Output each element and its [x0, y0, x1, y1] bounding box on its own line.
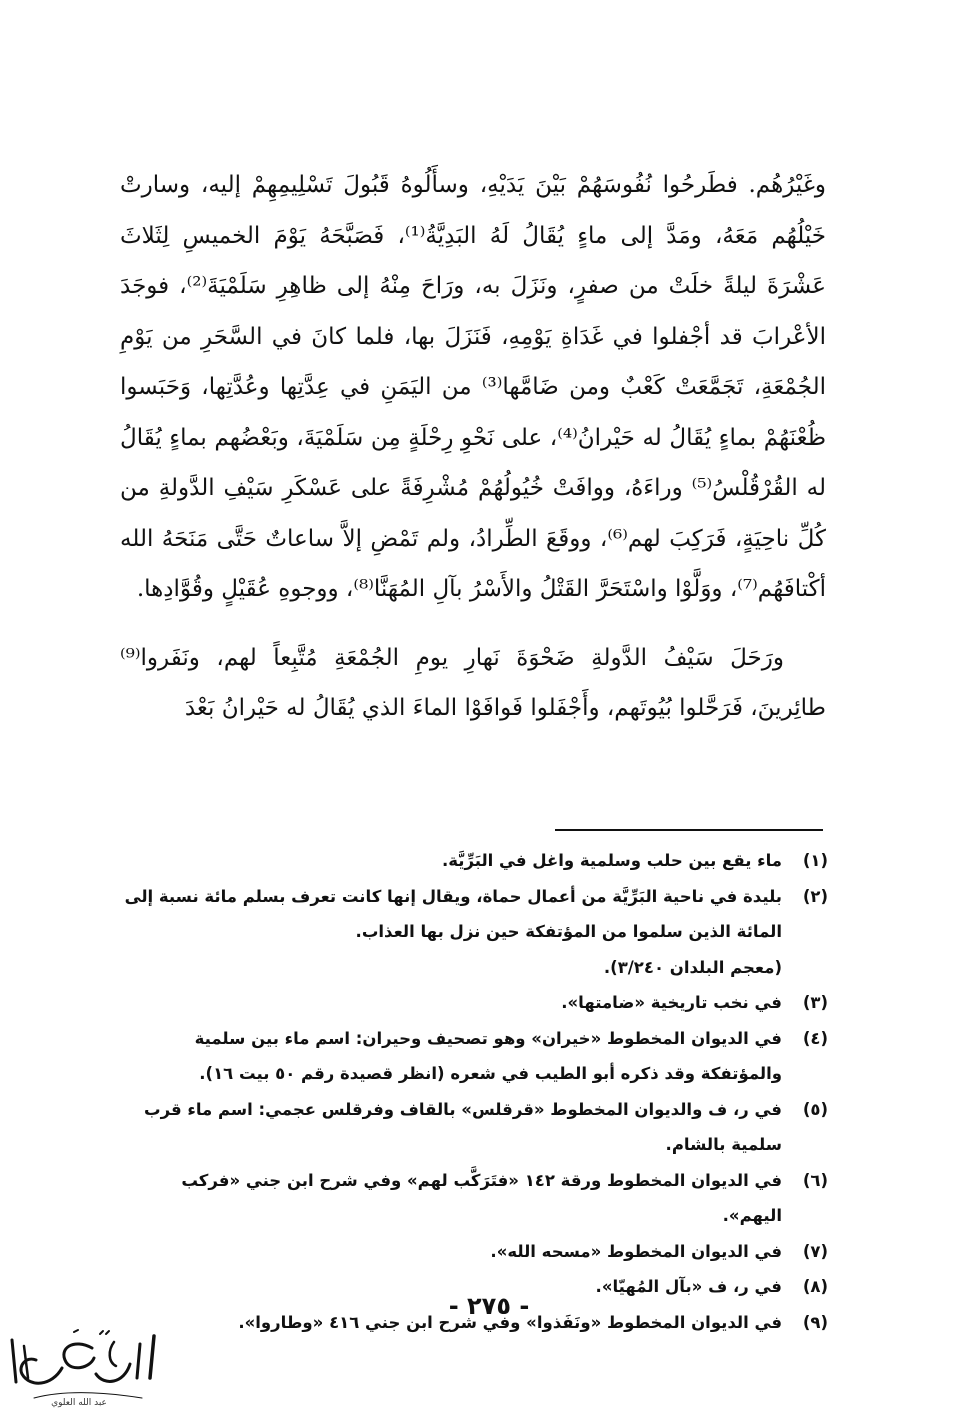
paragraph: وغَيْرُهُم. فطَرحُوا نُفُوسَهُمْ بَيْنَ يَدَيْهِ، وسأَلُوهُ قَبُولَ تَسْلِيمِهِمْ إليه، وسارتْ خَيْلُهُم مَعَهُ، ومَدَّ إلى ماءٍ يُقَالُ لَهُ البَدِيَّةُ⁽¹⁾، فَصَبَّحَهُ يَوْمَ الخميسِ لِثَلاثَ عَشْرَةَ ليلةً خلَتْ من صفرٍ، ونَزَلَ به، ورَاحَ مِنْهُ إلى ظاهِرِ سَلَمْيَةَ⁽²⁾، فوجَدَ الأعْرابَ قد أجْفلوا في غَدَاةِ يَوْمِهِ، فَنَزَلَ بها، فلما كانَ في السَّحَرِ من يَوْمِ الجُمْعَةِ، تَجَمَّعَتْ كَعْبٌ ومن ضَامَّها⁽³⁾ من اليَمَنِ في عِدَّتِها وعُدَّتِها، وَحَبَسوا ظُعْنَهُمْ بماءٍ يُقَالُ له حَيْرانُ⁽⁴⁾، على نَحْوِ رِحْلَةٍ مِن سَلَمْيَةَ، وبَعْضُهم بماءٍ يُقَالُ له القُرْقُلْسُ⁽⁵⁾ وراءَهُ، ووافَتْ خُيُولُهُمْ مُشْرِفَةً على عَسْكَرِ سَيْفِ الدَّولةِ من كُلِّ ناحِيَةٍ، فَرَكِبَ لهم⁽⁶⁾، ووقَعَ الطِّرادُ، ولم تَمْضِ إلاَّ ساعاتٌ حَتَّى مَنَحَهُ الله أكْتافَهُم⁽⁷⁾، ووَلَّوْا واسْتَحَرَّ القَتْلُ والأَسْرُ بآلِ المُهَنَّا⁽⁸⁾، ووجوهِ عُقَيْلٍ وقُوَّادِها.	[120, 172, 827, 602]
footnote-number: (٩)	[802, 1312, 828, 1332]
footnote	[120, 1234, 828, 1270]
footnote-number: (٤)	[802, 1028, 828, 1048]
footnote-text: في نخب تاريخية «ضامتها».	[561, 993, 782, 1012]
footnote-number: (٨)	[802, 1277, 828, 1296]
footnote-text: ماء يقع بين حلب وسلمية واغل في البَرِّيَّة.	[441, 851, 782, 870]
page-number: - ٢٧٥ -	[448, 1292, 530, 1320]
footnote-number: (٧)	[802, 1241, 828, 1261]
footnote-number: (٦)	[802, 1170, 828, 1190]
footnote-number: (٥)	[802, 1099, 828, 1119]
footnote	[120, 985, 828, 1021]
stamp-calligraphy-icon	[4, 1328, 162, 1408]
footnote-number: (١)	[802, 851, 828, 870]
footnote	[120, 1163, 828, 1234]
footnote-divider	[555, 829, 823, 831]
footnote	[120, 843, 828, 879]
footnote	[120, 1092, 828, 1163]
stamp-small-text: عبد الله العلوي	[51, 1398, 107, 1408]
footnote-number: (٢)	[802, 886, 828, 906]
footnote-reference: (معجم البلدان ٣/٢٤٠).	[603, 957, 782, 977]
footnote	[120, 1021, 828, 1092]
footnote	[120, 879, 828, 950]
footnote-text: بليدة في ناحية البَرِّيَّة من أعمال حماة، ويقال إنها كانت تعرف بسلم مائة نسبة إلى المائة الذين سلموا من المؤتفكة حين نزل بها العذاب.	[124, 886, 782, 941]
footnote-text: في الديوان المخطوط «خيران» وهو تصحيف وحيران: اسم ماء بين سلمية والمؤتفكة وقد ذكره أبو الطيب في شعره (انظر قصيدة رقم ٥٠ بيت ١٦).	[194, 1028, 782, 1083]
footnote-text: في الديوان المخطوط «مسحه الله».	[490, 1241, 782, 1261]
footnote-number: (٣)	[802, 993, 828, 1012]
footnotes	[120, 843, 828, 1340]
main-text	[120, 160, 826, 734]
paragraph: ورَحَلَ سَيْفُ الدَّولةِ ضَحْوَةَ نَهارِ يومِ الجُمْعَةِ مُتَّبِعاً لهم، ونَفَروا⁽⁹⁾ طائِرينَ، فَرَحَّلوا بُيُوتَهم، وأَجْفَلوا فَوافَوْا الماءَ الذي يُقَالُ له حَيْرانُ بَعْدَ	[120, 644, 826, 721]
footnote-text: في الديوان المخطوط «ونَفَذوا» وفي شرح ابن جني ٤١٦ «وطاروا».	[238, 1312, 782, 1332]
footnote-text: في ر، ف «بآل المُهيّا».	[595, 1277, 782, 1296]
footnote-text: في الديوان المخطوط ورقة ١٤٢ «فتَرَكَّب لهم» وفي شرح ابن جني «فركب اليهم».	[181, 1170, 782, 1225]
library-stamp-icon	[4, 1328, 162, 1408]
footnote-text: في ر، ف والديوان المخطوط «قرقلس» بالقاف وفرقلس عجمي: اسم ماء قرب سلمية بالشام.	[144, 1099, 782, 1154]
